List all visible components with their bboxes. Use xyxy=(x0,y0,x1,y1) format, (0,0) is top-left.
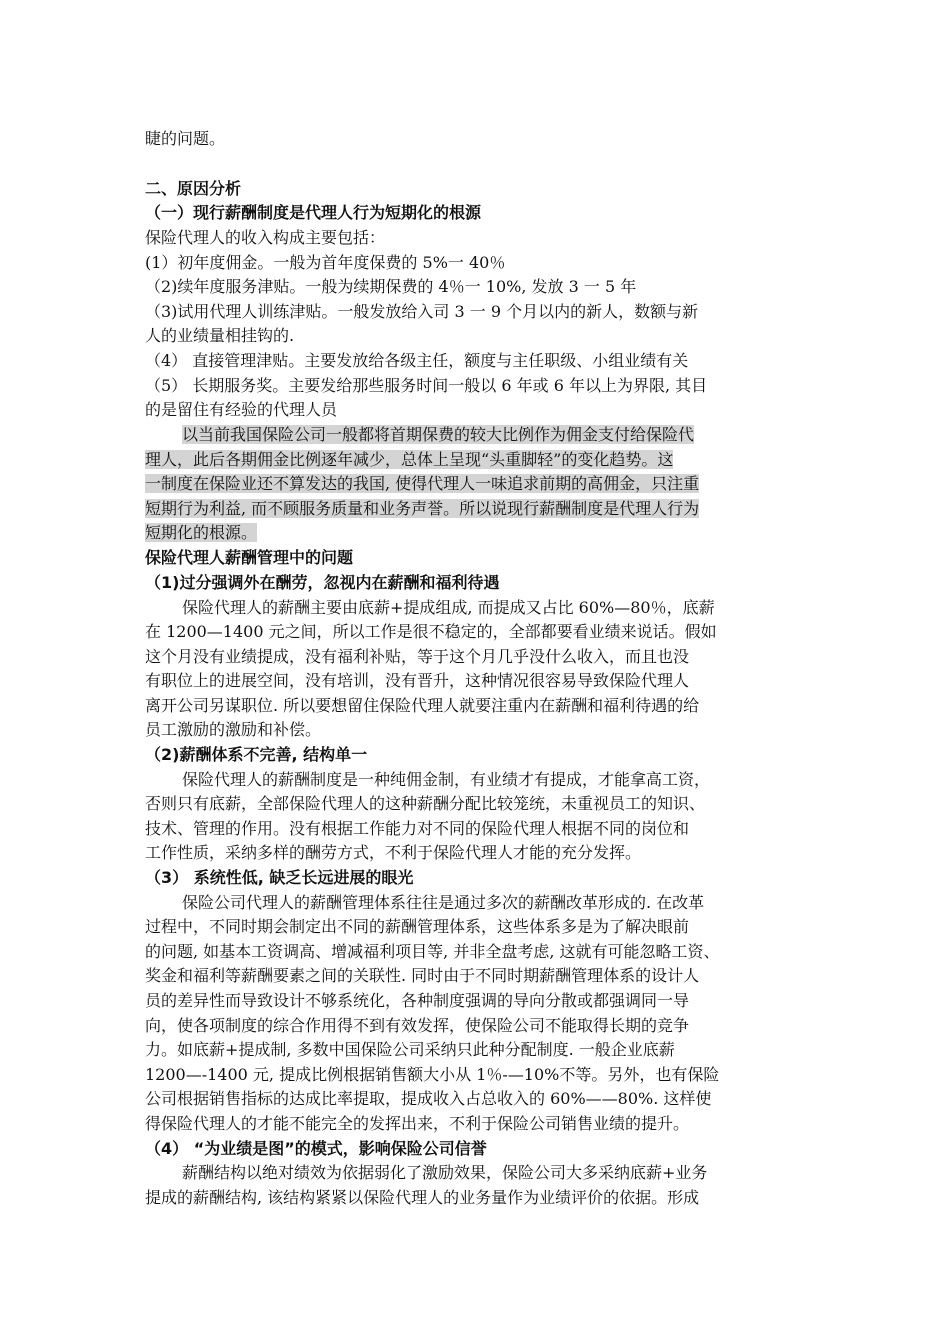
paragraph-line: 的是留住有经验的代理人员 xyxy=(145,400,338,419)
paragraph-line: 1200—-1400 元, 提成比例根据销售额大小从 1％-—10%不等。另外，也有保险 xyxy=(145,1065,720,1084)
paragraph-line: 提成的薪酬结构, 该结构紧紧以保险代理人的业务量作为业绩评价的依据。形成 xyxy=(145,1188,700,1207)
paragraph-line: 保险代理人的薪酬主要由底薪+提成组成, 而提成又占比 60%—80％，底薪 xyxy=(182,598,715,617)
subsection-heading: （3） 系统性低, 缺乏长远进展的眼光 xyxy=(145,868,414,887)
paragraph-line: 得保险代理人的才能不能完全的发挥出来，不利于保险公司销售业绩的提升。 xyxy=(145,1114,690,1133)
list-item: （2)续年度服务津贴。一般为续期保费的 4％一 10%, 发放 3 一 5 年 xyxy=(145,277,637,296)
paragraph-line: 员工激励的激励和补偿。 xyxy=(145,720,322,739)
paragraph-line: 过程中，不同时期会制定出不同的薪酬管理体系，这些体系多是为了解决眼前 xyxy=(145,917,690,936)
section-heading: 保险代理人薪酬管理中的问题 xyxy=(145,548,354,567)
paragraph-line: 人的业绩量相挂钩的. xyxy=(145,326,295,345)
paragraph-line: 向，使各项制度的综合作用得不到有效发挥，使保险公司不能取得长期的竞争 xyxy=(145,1016,690,1035)
paragraph-line: 公司根据销售指标的达成比率提取，提成收入占总收入的 60%——80%. 这样使 xyxy=(145,1089,712,1108)
paragraph-line: 离开公司另谋职位. 所以要想留住保险代理人就要注重内在薪酬和福利待遇的给 xyxy=(145,696,700,715)
paragraph-line: 有职位上的进展空间，没有培训，没有晋升，这种情况很容易导致保险代理人 xyxy=(145,671,690,690)
paragraph-line: 员的差异性而导致设计不够系统化，各种制度强调的导向分散或都强调同一导 xyxy=(145,991,690,1010)
paragraph-line: 睫的问题。 xyxy=(145,129,226,148)
subsection-heading: （1)过分强调外在酬劳，忽视内在薪酬和福利待遇 xyxy=(145,573,500,592)
paragraph-line: 力。如底薪+提成制, 多数中国保险公司采纳只此种分配制度. 一般企业底薪 xyxy=(145,1040,675,1059)
subsection-heading: （4） “为业绩是图”的模式，影响保险公司信誉 xyxy=(145,1139,487,1158)
paragraph-line: 否则只有底薪，全部保险代理人的这种薪酬分配比较笼统，未重视员工的知识、 xyxy=(145,794,706,813)
paragraph-line: 的问题, 如基本工资调高、增减福利项目等, 并非全盘考虑, 这就有可能忽略工资、 xyxy=(145,942,720,961)
highlighted-line: 以当前我国保险公司一般都将首期保费的较大比例作为佣金支付给保险代 xyxy=(182,425,695,444)
list-item: (1）初年度佣金。一般为首年度保费的 5%一 40％ xyxy=(145,253,506,272)
paragraph-line: 工作性质，采纳多样的酬劳方式，不利于保险代理人才能的充分发挥。 xyxy=(145,843,642,862)
paragraph-line: 薪酬结构以绝对绩效为依据弱化了激励效果，保险公司大多采纳底薪+业务 xyxy=(182,1163,708,1182)
paragraph-line: 技术、管理的作用。没有根据工作能力对不同的保险代理人根据不同的岗位和 xyxy=(145,819,690,838)
list-item: （4） 直接管理津贴。主要发放给各级主任，额度与主任职级、小组业绩有关 xyxy=(145,351,689,370)
paragraph-line: 奖金和福利等薪酬要素之间的关联性. 同时由于不同时期薪酬管理体系的设计人 xyxy=(145,966,700,985)
paragraph-line: 保险代理人的薪酬制度是一种纯佣金制，有业绩才有提成，才能拿高工资， xyxy=(182,770,711,789)
paragraph-line: 保险代理人的收入构成主要包括： xyxy=(145,228,386,247)
highlighted-line: 短期化的根源。 xyxy=(145,523,258,542)
subsection-heading: （2)薪酬体系不完善, 结构单一 xyxy=(145,745,368,764)
highlighted-line: 理人，此后各期佣金比例逐年减少，总体上呈现“头重脚轻”的变化趋势。这 xyxy=(145,450,674,469)
subsection-heading: （一）现行薪酬制度是代理人行为短期化的根源 xyxy=(145,203,482,222)
paragraph-line: 这个月没有业绩提成，没有福利补贴，等于这个月几乎没什么收入，而且也没 xyxy=(145,647,690,666)
highlighted-line: 一制度在保险业还不算发达的我国, 使得代理人一味追求前期的高佣金，只注重 xyxy=(145,474,700,493)
highlighted-line: 短期行为利益, 而不顾服务质量和业务声誉。所以说现行薪酬制度是代理人行为 xyxy=(145,499,700,518)
paragraph-line: 保险公司代理人的薪酬管理体系往往是通过多次的薪酬改革形成的. 在改革 xyxy=(182,893,705,912)
paragraph-line: 在 1200—1400 元之间，所以工作是很不稳定的，全部都要看业绩来说话。假如 xyxy=(145,622,717,641)
list-item: （5） 长期服务奖。主要发给那些服务时间一般以 6 年或 6 年以上为界限, 其目 xyxy=(145,376,708,395)
list-item: （3)试用代理人训练津贴。一般发放给入司 3 一 9 个月以内的新人，数额与新 xyxy=(145,302,699,321)
section-heading: 二、原因分析 xyxy=(145,179,242,198)
